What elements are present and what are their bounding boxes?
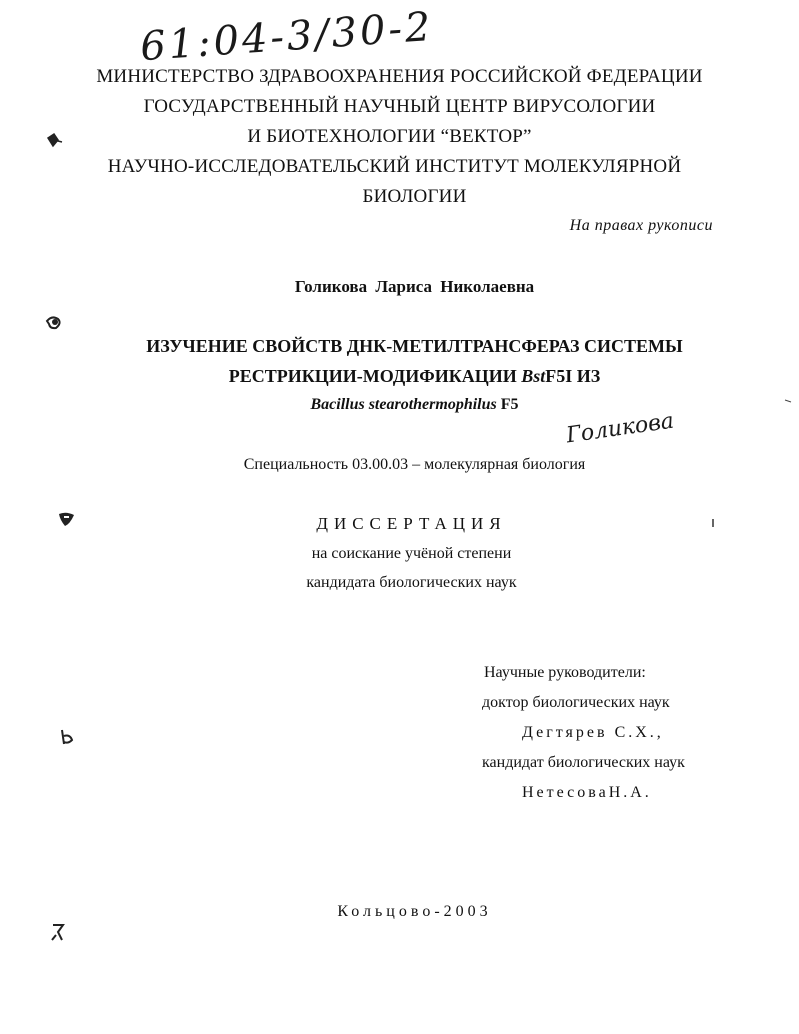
speck-mark-2: [784, 398, 792, 404]
header-institute-cont: БИОЛОГИИ: [362, 186, 467, 207]
title-organism: [15, 396, 799, 414]
supervisor-1-degree: доктор биологических наук: [482, 694, 670, 711]
header-ministry: МИНИСТЕРСТВО ЗДРАВООХРАНЕНИЯ РОССИЙСКОЙ ФЕДЕРАЦИИ: [96, 66, 703, 87]
organism-strain: F5: [496, 396, 519, 413]
header-center-cont: И БИОТЕХНОЛОГИИ “ВЕКТОР”: [247, 126, 532, 147]
binding-mark-4: [56, 726, 78, 748]
dissertation-line-2: кандидата биологических наук: [306, 574, 517, 591]
supervisor-2-name: НетесоваН.А.: [522, 784, 652, 801]
place-year: Кольцово-2003: [337, 903, 492, 920]
dissertation-line-1: на соискание учёной степени: [311, 545, 512, 562]
speck-mark: [710, 518, 716, 528]
title-line-2: [15, 366, 799, 387]
binding-mark-2: [44, 311, 66, 333]
specialty: Специальность 03.00.03 – молекулярная биология: [243, 456, 586, 473]
handwritten-code: 61:04-3/30-2: [138, 3, 435, 71]
title-line-2-prefix: РЕСТРИКЦИИ-МОДИФИКАЦИИ: [228, 366, 522, 386]
title-line-2-suffix: F5I ИЗ: [545, 366, 601, 386]
binding-mark-3: [56, 508, 78, 530]
organism-name: Bacillus stearothermophilus: [310, 396, 497, 413]
header-institute: НАУЧНО-ИССЛЕДОВАТЕЛЬСКИЙ ИНСТИТУТ МОЛЕКУЛЯРНОЙ: [107, 156, 682, 177]
handwritten-signature: Голикова: [564, 408, 676, 449]
title-line-2-italic: Bst: [521, 366, 546, 386]
author-name: Голикова Лариса Николаевна: [294, 277, 535, 296]
binding-mark-5: [48, 920, 70, 944]
title-line-1: ИЗУЧЕНИЕ СВОЙСТВ ДНК-МЕТИЛТРАНСФЕРАЗ СИСТЕМЫ: [146, 336, 683, 356]
binding-mark-1: [44, 130, 66, 152]
supervisor-2-degree: кандидат биологических наук: [482, 754, 685, 771]
header-center: ГОСУДАРСТВЕННЫЙ НАУЧНЫЙ ЦЕНТР ВИРУСОЛОГИИ: [143, 96, 656, 117]
dissertation-heading: ДИССЕРТАЦИЯ: [316, 514, 507, 533]
supervisors-heading: Научные руководители:: [484, 664, 646, 681]
supervisor-1-name: Дегтярев С.Х.,: [522, 724, 664, 741]
manuscript-rights: На правах рукописи: [569, 217, 713, 234]
